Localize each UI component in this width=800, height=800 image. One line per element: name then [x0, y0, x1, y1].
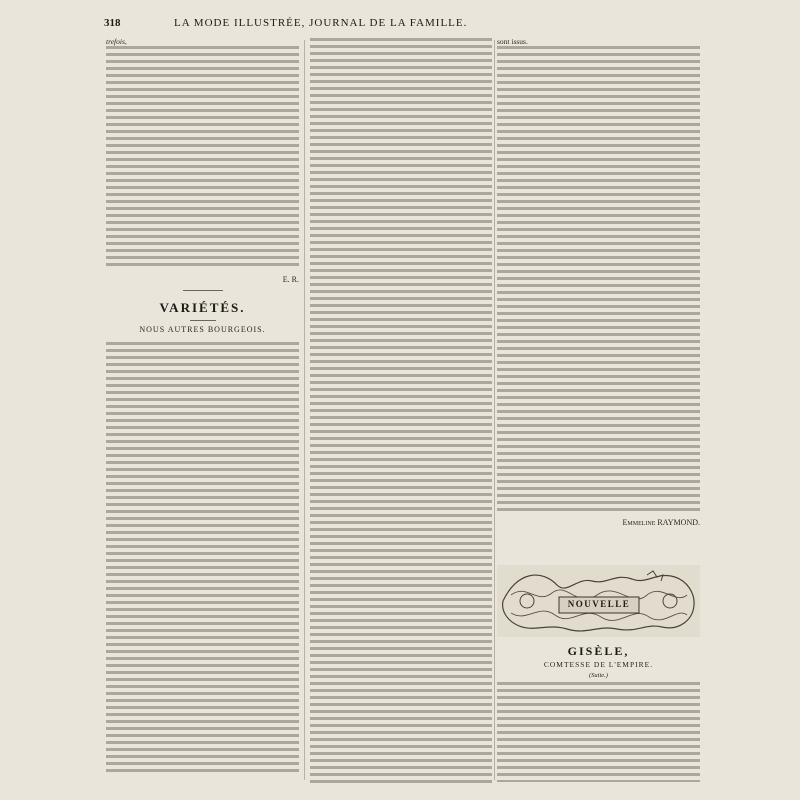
- section-rule: [183, 290, 223, 291]
- column-3: [497, 38, 700, 527]
- body-text-block: [106, 342, 299, 774]
- page-number: 318: [104, 17, 121, 29]
- story-note: (Suite.): [589, 672, 608, 679]
- opening-words: sont issus.: [497, 37, 528, 46]
- body-text-block: [106, 46, 299, 269]
- column-divider: [304, 40, 305, 780]
- body-text-block: [497, 46, 700, 513]
- running-head: LA MODE ILLUSTRÉE, JOURNAL DE LA FAMILLE.: [174, 17, 468, 29]
- column-1: [106, 38, 299, 774]
- vignette-label: NOUVELLE: [567, 599, 631, 609]
- story-title: GISÈLE,: [567, 644, 630, 658]
- title-rule: [190, 320, 216, 321]
- article-signature: Emmeline RAYMOND.: [622, 518, 700, 527]
- body-text-block: [497, 682, 700, 782]
- story-text-block: [497, 682, 700, 782]
- body-text-block: [310, 38, 492, 786]
- page-header: [104, 17, 724, 33]
- column-divider: [494, 40, 495, 780]
- story-subtitle: COMTESSE DE L'EMPIRE.: [543, 660, 654, 669]
- opening-word: trefois,: [106, 37, 127, 46]
- section-subtitle: NOUS AUTRES BOURGEOIS.: [139, 325, 266, 334]
- column-2: [310, 38, 492, 786]
- section-title: VARIÉTÉS.: [159, 300, 246, 315]
- article-signature: E. R.: [282, 275, 299, 284]
